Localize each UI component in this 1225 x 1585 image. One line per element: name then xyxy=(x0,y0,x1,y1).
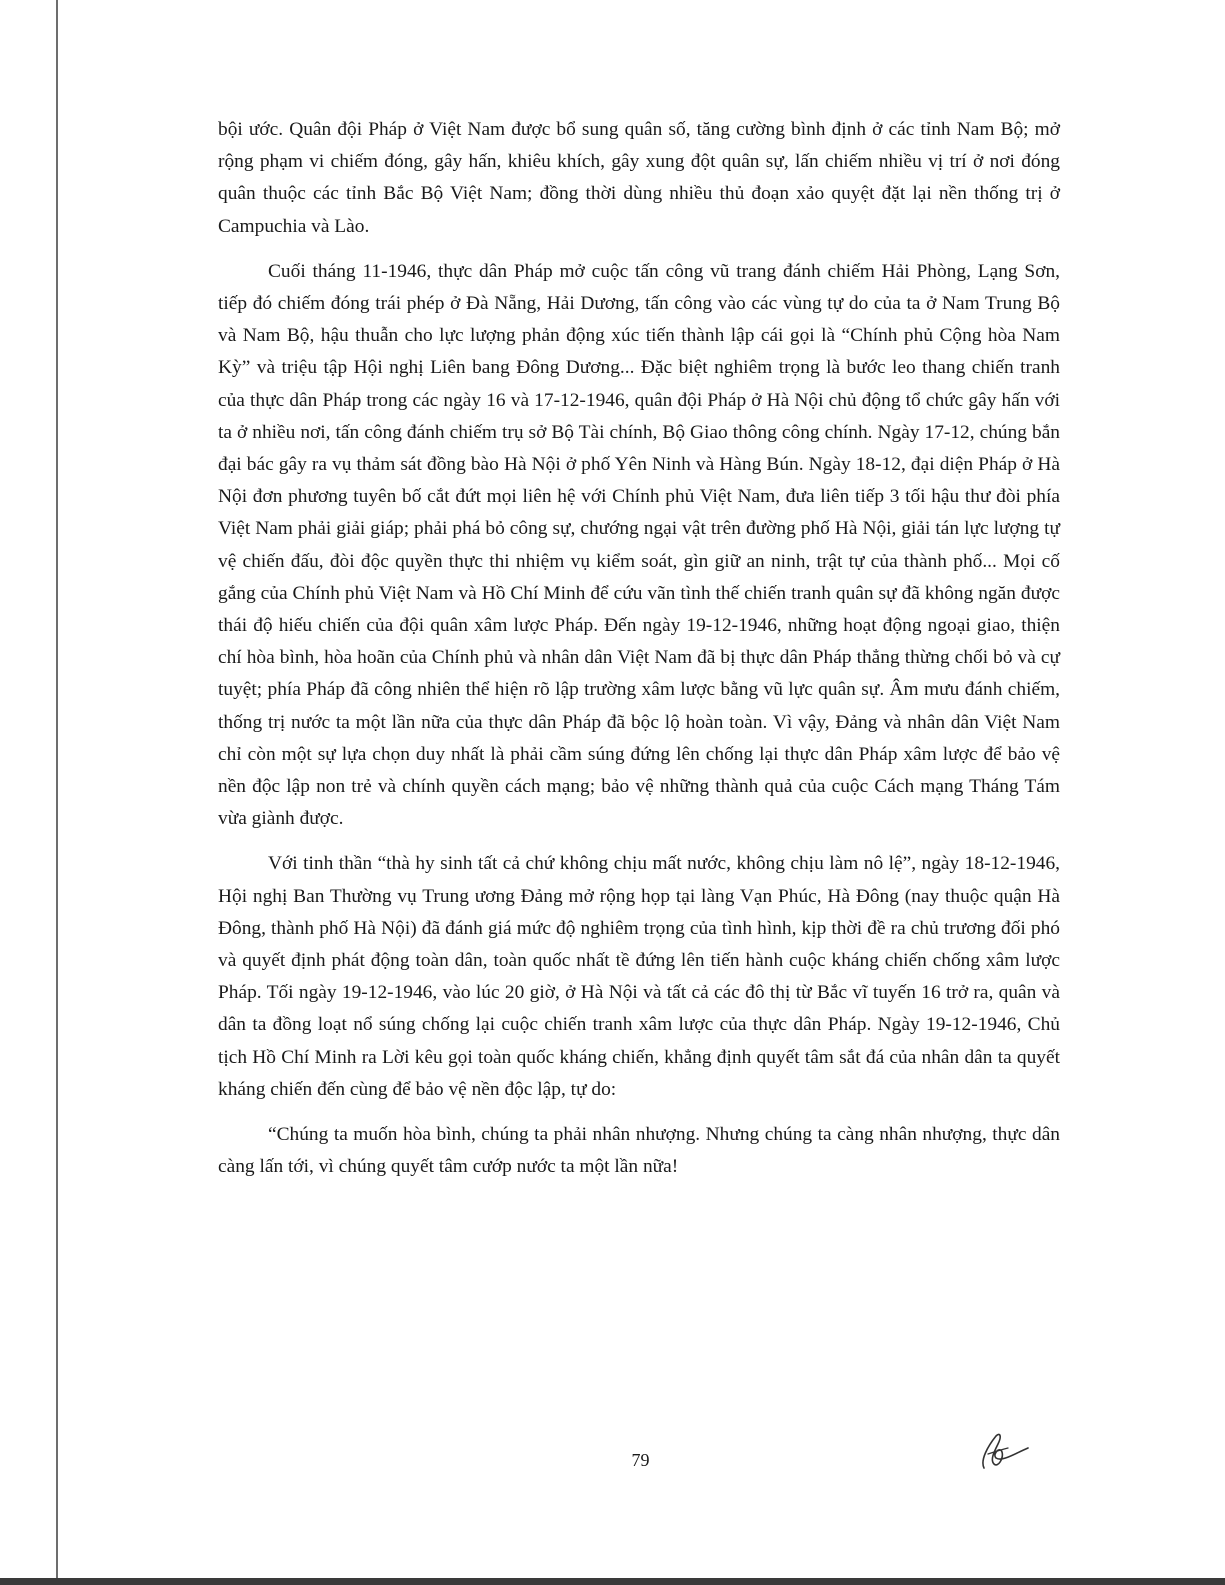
scan-left-edge-line xyxy=(56,0,58,1585)
paragraph-4-quote: “Chúng ta muốn hòa bình, chúng ta phải nhân nhượng. Nhưng chúng ta càng nhân nhượng, thực dân càng lấn tới, vì chúng quyết tâm cướp nước ta một lần nữa! xyxy=(218,1124,1060,1178)
scan-bottom-edge xyxy=(0,1578,1225,1585)
signature-icon xyxy=(966,1424,1036,1476)
page-body xyxy=(218,114,1060,1197)
paragraph-2: Cuối tháng 11-1946, thực dân Pháp mở cuộc tấn công vũ trang đánh chiếm Hải Phòng, Lạng Sơn, tiếp đó chiếm đóng trái phép ở Đà Nẵng, Hải Dương, tấn công vào các vùng tự do của ta ở Nam Trung Bộ và Nam Bộ, hậu thuẫn cho lực lượng phản động xúc tiến thành lập cái gọi là “Chính phủ Cộng hòa Nam Kỳ” và triệu tập Hội nghị Liên bang Đông Dương... Đặc biệt nghiêm trọng là bước leo thang chiến tranh của thực dân Pháp trong các ngày 16 và 17-12-1946, quân đội Pháp ở Hà Nội chủ động tổ chức gây hấn với ta ở nhiều nơi, tấn công đánh chiếm trụ sở Bộ Tài chính, Bộ Giao thông công chính. Ngày 17-12, chúng bắn đại bác gây ra vụ thảm sát đồng bào Hà Nội ở phố Yên Ninh và Hàng Bún. Ngày 18-12, đại diện Pháp ở Hà Nội đơn phương tuyên bố cắt đứt mọi liên hệ với Chính phủ Việt Nam, đưa liên tiếp 3 tối hậu thư đòi phía Việt Nam phải giải giáp; phải phá bỏ công sự, chướng ngại vật trên đường phố Hà Nội, giải tán lực lượng tự vệ chiến đấu, đòi độc quyền thực thi nhiệm vụ kiểm soát, gìn giữ an ninh, trật tự của thành phố... Mọi cố gắng của Chính phủ Việt Nam và Hồ Chí Minh để cứu vãn tình thế chiến tranh quân sự đã không ngăn được thái độ hiếu chiến của đội quân xâm lược Pháp. Đến ngày 19-12-1946, những hoạt động ngoại giao, thiện chí hòa bình, hòa hoãn của Chính phủ và nhân dân Việt Nam đã bị thực dân Pháp thẳng thừng chối bỏ và cự tuyệt; phía Pháp đã công nhiên thể hiện rõ lập trường xâm lược bằng vũ lực quân sự. Âm mưu đánh chiếm, thống trị nước ta một lần nữa của thực dân Pháp đã bộc lộ hoàn toàn. Vì vậy, Đảng và nhân dân Việt Nam chỉ còn một sự lựa chọn duy nhất là phải cầm súng đứng lên chống lại thực dân Pháp xâm lược để bảo vệ nền độc lập non trẻ và chính quyền cách mạng; bảo vệ những thành quả của cuộc Cách mạng Tháng Tám vừa giành được. xyxy=(218,260,1060,830)
paragraph-3: Với tinh thần “thà hy sinh tất cả chứ không chịu mất nước, không chịu làm nô lệ”, ngày 18-12-1946, Hội nghị Ban Thường vụ Trung ương Đảng mở rộng họp tại làng Vạn Phúc, Hà Đông (nay thuộc quận Hà Đông, thành phố Hà Nội) đã đánh giá mức độ nghiêm trọng của tình hình, kịp thời đề ra chủ trương đối phó và quyết định phát động toàn dân, toàn quốc nhất tề đứng lên tiến hành cuộc kháng chiến chống xâm lược Pháp. Tối ngày 19-12-1946, vào lúc 20 giờ, ở Hà Nội và tất cả các đô thị từ Bắc vĩ tuyến 16 trở ra, quân và dân ta đồng loạt nổ súng chống lại cuộc chiến tranh xâm lược của thực dân Pháp. Ngày 19-12-1946, Chủ tịch Hồ Chí Minh ra Lời kêu gọi toàn quốc kháng chiến, khẳng định quyết tâm sắt đá của nhân dân ta quyết kháng chiến đến cùng để bảo vệ nền độc lập, tự do: xyxy=(218,853,1060,1100)
page-number: 79 xyxy=(631,1450,650,1470)
paragraph-1: bội ước. Quân đội Pháp ở Việt Nam được bổ sung quân số, tăng cường bình định ở các tỉnh Nam Bộ; mở rộng phạm vi chiếm đóng, gây hấn, khiêu khích, gây xung đột quân sự, lấn chiếm nhiều vị trí ở nơi đóng quân thuộc các tỉnh Bắc Bộ Việt Nam; đồng thời dùng nhiều thủ đoạn xảo quyệt đặt lại nền thống trị ở Campuchia và Lào. xyxy=(218,119,1060,237)
